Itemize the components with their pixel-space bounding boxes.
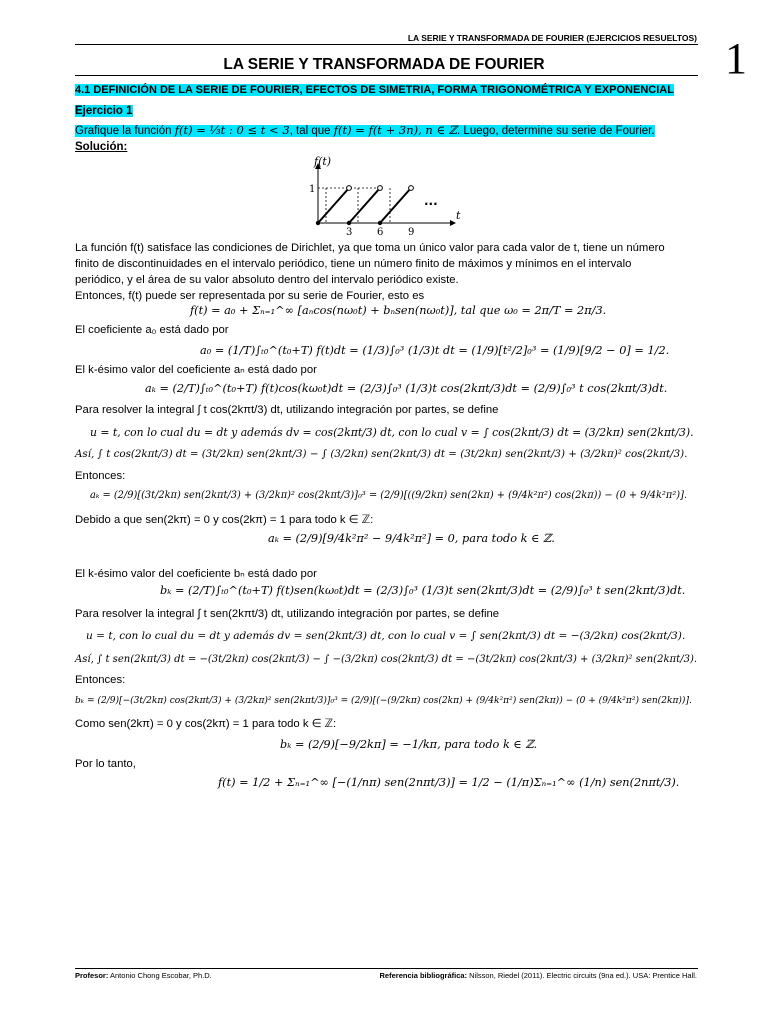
equation-ak: aₖ = (2/T)∫ₜ₀^(t₀+T) f(t)cos(kω₀t)dt = (2/3)∫₀³ (1/3)t cos(2kπt/3)dt = (2/9)∫₀³ t cos(2kπt/3)dt. (145, 382, 668, 395)
paragraph-therefore: Por lo tanto, (75, 758, 136, 770)
ramp-2 (349, 188, 380, 223)
sawtooth-graph (300, 155, 470, 237)
equation-uv-cos: u = t, con lo cual du = dt y además dv = cos(2kπt/3) dt, con lo cual v = ∫ cos(2kπt/3) dt = (3/2kπ) sen(2kπt/3). (90, 426, 694, 439)
paragraph-parts-sen: Para resolver la integral ∫ t sen(2kπt/3) dt, utilizando integración por partes, se define (75, 608, 500, 620)
running-title: LA SERIE Y TRANSFORMADA DE FOURIER (EJERCICIOS RESUELTOS) (407, 33, 697, 43)
paragraph-bk-intro: El k-ésimo valor del coeficiente bₙ está dado por (75, 568, 317, 580)
closed-dot-1 (347, 221, 351, 225)
paragraph-ak-intro: El k-ésimo valor del coeficiente aₙ está dado por (75, 364, 317, 376)
equation-fourier-series: f(t) = a₀ + Σₙ₌₁^∞ [aₙcos(nω₀t) + bₙsen(nω₀t)], tal que ω₀ = 2π/T = 2π/3. (190, 304, 607, 317)
equation-final-series: f(t) = 1/2 + Σₙ₌₁^∞ [−(1/nπ) sen(2nπt/3)] = 1/2 − (1/π)Σₙ₌₁^∞ (1/n) sen(2nπt/3). (218, 776, 680, 789)
closed-dot-2 (378, 221, 382, 225)
paragraph-parts-cos: Para resolver la integral ∫ t cos(2kπt/3) dt, utilizando integración por partes, se define (75, 404, 499, 416)
section-heading-text: 4.1 DEFINICIÓN DE LA SERIE DE FOURIER, EFECTOS DE SIMETRIA, FORMA TRIGONOMÉTRICA Y EXPONENCIAL (75, 84, 674, 96)
exercise-statement: Grafique la función f(t) = ⅓t : 0 ≤ t < 3, tal que f(t) = f(t + 3n), n ∈ ℤ. Luego, determine su serie de Fourier. (75, 123, 655, 137)
paragraph-a0-intro: El coeficiente a₀ está dado por (75, 324, 229, 336)
y-tick-1: 1 (309, 184, 316, 195)
ramp-3 (380, 188, 411, 223)
paragraph-then-1: Entonces: (75, 470, 126, 482)
x-tick-9: 9 (408, 227, 415, 237)
continuation-ellipsis: ··· (424, 197, 438, 211)
equation-bk-result: bₖ = (2/9)[−9/2kπ] = −1/kπ, para todo k ∈ ℤ. (280, 738, 538, 751)
open-dot-1 (347, 186, 352, 191)
paragraph-dirichlet-1: La función f(t) satisface las condiciones de Dirichlet, ya que toma un único valor para cada valor de t, tiene un número (75, 242, 665, 254)
paragraph-since-1: Debido a que sen(2kπ) = 0 y cos(2kπ) = 1 para todo k ∈ ℤ: (75, 514, 374, 526)
paragraph-since-2: Como sen(2kπ) = 0 y cos(2kπ) = 1 para todo k ∈ ℤ: (75, 718, 337, 730)
equation-bk: bₖ = (2/T)∫ₜ₀^(t₀+T) f(t)sen(kω₀t)dt = (2/3)∫₀³ (1/3)t sen(2kπt/3)dt = (2/9)∫₀³ t sen(2kπt/3)dt. (160, 584, 686, 597)
equation-bk-eval: bₖ = (2/9)[−(3t/2kπ) cos(2kπt/3) + (3/2kπ)² sen(2kπt/3)]₀³ = (2/9)[(−(9/2kπ) cos(2kπ) + (9/4k²π²) sen(2kπ)) − (0 + (9/4k²π²) sen(2kπ))]. (75, 696, 692, 706)
x-tick-3: 3 (346, 227, 353, 237)
equation-a0: a₀ = (1/T)∫ₜ₀^(t₀+T) f(t)dt = (1/3)∫₀³ (1/3)t dt = (1/9)[t²/2]₀³ = (1/9)[9/2 − 0] = 1/2. (200, 344, 670, 357)
solution-label: Solución: (75, 141, 128, 153)
x-axis-label: t (456, 209, 461, 222)
paragraph-then-2: Entonces: (75, 674, 126, 686)
open-dot-2 (378, 186, 383, 191)
equation-integral-sen: Así, ∫ t sen(2kπt/3) dt = −(3t/2kπ) cos(2kπt/3) − ∫ −(3/2kπ) cos(2kπt/3) dt = −(3t/2kπ) cos(2kπt/3) + (3/2kπ)² sen(2kπt/3). (75, 654, 698, 665)
footer-rule (75, 968, 698, 969)
equation-ak-result: aₖ = (2/9)[9/4k²π² − 9/4k²π²] = 0, para todo k ∈ ℤ. (268, 532, 555, 545)
equation-uv-sen: u = t, con lo cual du = dt y además dv = sen(2kπt/3) dt, con lo cual v = ∫ sen(2kπt/3) dt = −(3/2kπ) cos(2kπt/3). (86, 630, 686, 642)
footer-professor: Profesor: Antonio Chong Escobar, Ph.D. (75, 971, 212, 980)
exercise-label: Ejercicio 1 (75, 105, 133, 117)
closed-dot-0 (316, 221, 320, 225)
ramp-1 (318, 188, 349, 223)
open-dot-3 (409, 186, 414, 191)
x-tick-6: 6 (377, 227, 384, 237)
footer-reference: Referencia bibliográfica: Nilsson, Riedel (2011). Electric circuits (9na ed.). USA: Prentice Hall. (379, 971, 697, 980)
section-heading (75, 84, 674, 96)
paragraph-dirichlet-3: periódico, y el área de su valor absoluto dentro del intervalo periódico existe. (75, 274, 459, 286)
paragraph-dirichlet-2: finito de discontinuidades en el intervalo periódico, tiene un número finito de máximos y mínimos en el intervalo (75, 258, 632, 270)
paragraph-series-intro: Entonces, f(t) puede ser representada por su serie de Fourier, esto es (75, 290, 425, 302)
page-title: LA SERIE Y TRANSFORMADA DE FOURIER (223, 56, 545, 73)
equation-integral-cos: Así, ∫ t cos(2kπt/3) dt = (3t/2kπ) sen(2kπt/3) − ∫ (3/2kπ) sen(2kπt/3) dt = (3t/2kπ) sen(2kπt/3) + (3/2kπ)² cos(2kπt/3). (75, 448, 688, 460)
header-rule (75, 44, 698, 45)
y-axis-label: f(t) (314, 155, 332, 168)
equation-ak-eval: aₖ = (2/9)[(3t/2kπ) sen(2kπt/3) + (3/2kπ)² cos(2kπt/3)]₀³ = (2/9)[((9/2kπ) sen(2kπ) + (9/4k²π²) cos(2kπ)) − (0 + 9/4k²π²)]. (90, 490, 688, 501)
page-number: 1 (725, 34, 747, 83)
title-rule (75, 75, 698, 76)
